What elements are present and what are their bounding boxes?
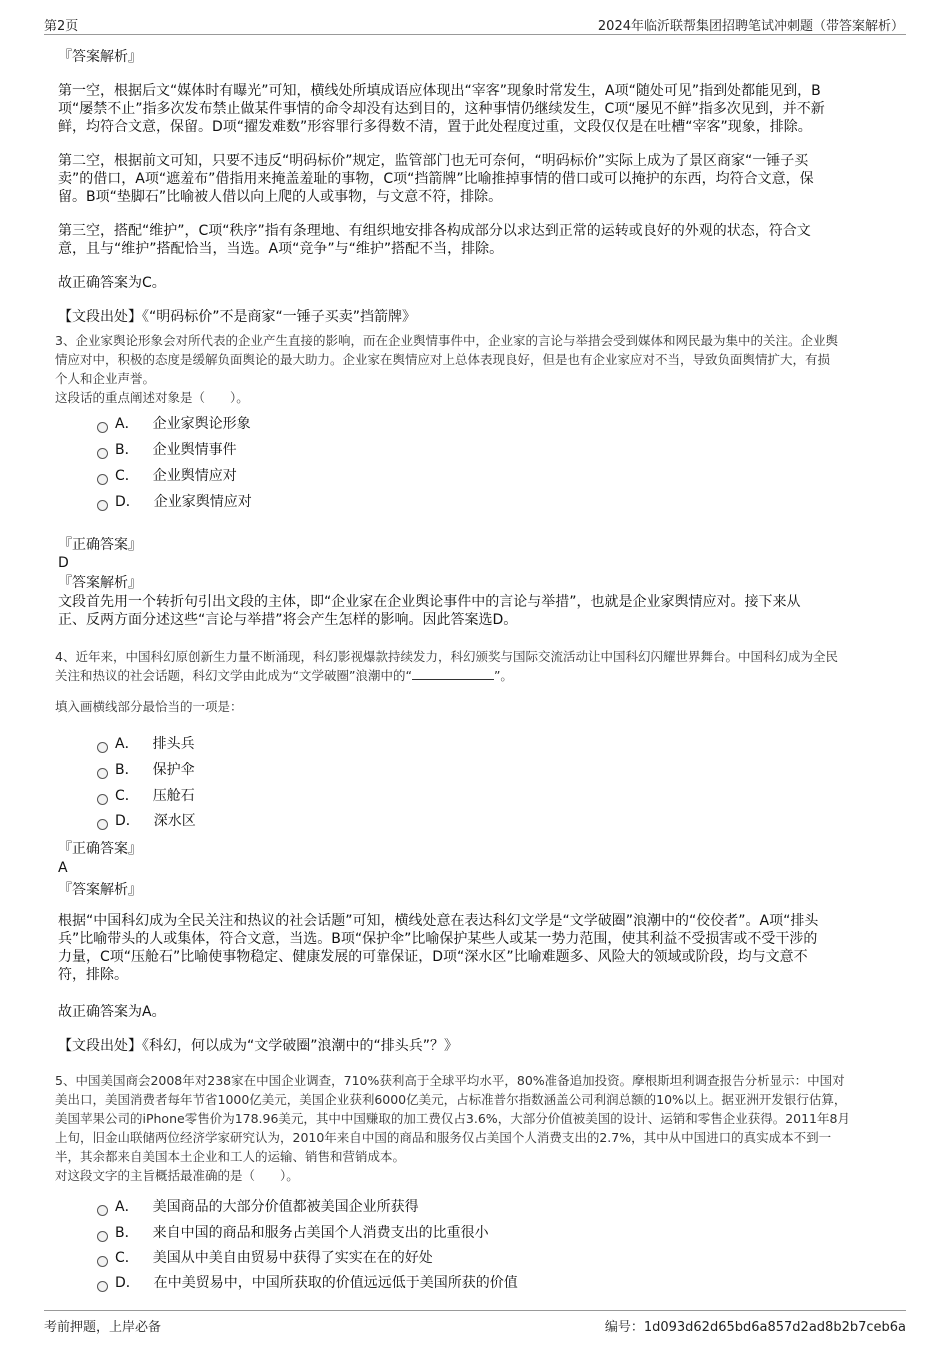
option-text: 美国从中美自由贸易中获得了实实在在的好处 (152, 1250, 433, 1266)
q3-option-c-radio[interactable] (97, 474, 108, 485)
q5-option-a[interactable] (115, 1198, 419, 1216)
q4-option-b-radio[interactable] (97, 768, 108, 779)
text-line: 兵”比喻带头的人或集体，符合文意，当选。B项“保护伞”比喻保护某些人或某一势力范围，使其利益不受损害或不受干涉的 (58, 931, 818, 947)
q4-option-d-radio[interactable] (97, 819, 108, 830)
q3-option-b-radio[interactable] (97, 448, 108, 459)
q3-option-c[interactable] (115, 467, 237, 485)
q2-source: 【文段出处】《“明码标价”不是商家“一锤子买卖”挡箭牌》 (58, 309, 417, 325)
q4-prompt: 填入画横线部分最恰当的一项是： (55, 699, 243, 714)
option-letter: D． (115, 813, 140, 829)
q3-analysis (58, 593, 801, 629)
text-line: 情应对中，积极的态度是缓解负面舆论的最大助力。企业家在舆情应对上总体表现良好，但是也有企业家应对不当，导致负面舆情扩大，有损 (55, 352, 831, 367)
text-line: 第三空，搭配“维护”，C项“秩序”指有条理地、有组织地安排各构成部分以求达到正常的运转或良好的外观的状态，符合文 (58, 223, 811, 239)
q4-option-b[interactable] (115, 761, 195, 779)
q3-analysis-label: 『答案解析』 (58, 575, 142, 591)
text-line: 4、近年来，中国科幻原创新生力量不断涌现，科幻影视爆款持续发力，科幻颁奖与国际交流活动让中国科幻闪耀世界舞台。中国科幻成为全民 (55, 649, 838, 664)
text-segment: 关注和热议的社会话题，科幻文学由此成为“文学破圈”浪潮中的“ (55, 668, 412, 683)
text-line: 符，排除。 (58, 967, 128, 983)
q5-option-b[interactable] (115, 1224, 489, 1242)
text-line: 3、企业家舆论形象会对所代表的企业产生直接的影响，而在企业舆情事件中，企业家的言论与举措会受到媒体和网民最为集中的关注。企业舆 (55, 333, 838, 348)
option-text: 排头兵 (152, 736, 195, 752)
q5-option-c[interactable] (115, 1249, 433, 1267)
option-letter: D． (115, 494, 140, 510)
q3-option-a-radio[interactable] (97, 422, 108, 433)
q4-stem (55, 647, 838, 685)
text-line: 上旬，旧金山联储两位经济学家研究认为，2010年来自中国的商品和服务仅占美国个人消费支出的2.7%，其中从中国进口的真实成本不到一 (55, 1130, 832, 1145)
document-id: 编号：1d093d62d65bd6a857d2ad8b2b7ceb6a (604, 1320, 906, 1335)
option-text: 企业舆情事件 (152, 442, 237, 458)
text-line: 第二空，根据前文可知，只要不违反“明码标价”规定，监管部门也无可奈何，“明码标价”实际上成为了景区商家“一锤子买 (58, 153, 809, 169)
q4-option-a-radio[interactable] (97, 742, 108, 753)
option-letter: A． (115, 416, 139, 432)
option-text: 压舱石 (152, 788, 195, 804)
q3-option-d-radio[interactable] (97, 500, 108, 511)
text-line: 这段话的重点阐述对象是（ ）。 (55, 390, 249, 405)
text-line: 对这段文字的主旨概括最准确的是（ ）。 (55, 1168, 299, 1183)
page-footer (44, 1310, 906, 1335)
text-line: 半，其余都来自美国本土企业和工人的运输、销售和营销成本。 (55, 1149, 406, 1164)
q2-analysis-para2 (58, 152, 814, 206)
text-line: 正、反两方面分述这些“言论与举措”将会产生怎样的影响。因此答案选D。 (58, 612, 518, 628)
option-letter: C． (115, 788, 139, 804)
text-line: 美国苹果公司的iPhone零售价为178.96美元，其中中国赚取的加工费仅占3.6%，大部分价值被美国的设计、运销和零售企业获得。2011年8月 (55, 1111, 850, 1126)
q4-option-c[interactable] (115, 787, 195, 805)
q3-stem (55, 331, 838, 407)
option-text: 企业舆情应对 (152, 468, 237, 484)
q5-option-d[interactable] (115, 1274, 518, 1292)
text-line: 卖”的借口，A项“遮羞布”借指用来掩盖羞耻的事物，C项“挡箭牌”比喻推掉事情的借口或可以掩护的东西，均符合文意，保 (58, 171, 814, 187)
option-letter: D． (115, 1275, 140, 1291)
text-line: 鲜，均符合文意，保留。D项“擢发难数”形容罪行多得数不清，置于此处程度过重，文段仅仅是在吐槽“宰客”现象，排除。 (58, 119, 812, 135)
q4-option-c-radio[interactable] (97, 794, 108, 805)
text-line: 项“屡禁不止”指多次发布禁止做某件事情的命令却没有达到目的，这种事情仍继续发生，C项“屡见不鲜”指多次见到，并不新 (58, 101, 825, 117)
q5-option-c-radio[interactable] (97, 1256, 108, 1267)
option-letter: A． (115, 736, 139, 752)
option-text: 深水区 (153, 813, 196, 829)
text-segment: ”。 (493, 668, 513, 683)
q4-conclusion: 故正确答案为A。 (58, 1004, 166, 1020)
text-line: 个人和企业声誉。 (55, 371, 156, 386)
q3-answer-label: 『正确答案』 (58, 537, 142, 553)
document-title: 2024年临沂联帮集团招聘笔试冲刺题（带答案解析） (597, 19, 904, 34)
q3-option-a[interactable] (115, 415, 251, 433)
q4-option-d[interactable] (115, 812, 196, 830)
option-text: 来自中国的商品和服务占美国个人消费支出的比重很小 (152, 1225, 489, 1241)
q4-option-a[interactable] (115, 735, 195, 753)
option-letter: B． (115, 1225, 139, 1241)
option-letter: B． (115, 762, 139, 778)
q3-option-b[interactable] (115, 441, 237, 459)
q2-analysis-para1 (58, 82, 825, 136)
page-number: 第2页 (44, 19, 79, 34)
q4-analysis (58, 912, 818, 984)
text-line: 第一空，根据后文“媒体时有曝光”可知，横线处所填成语应体现出“宰客”现象时常发生，A项“随处可见”指到处都能见到，B (58, 83, 821, 99)
text-line: 5、中国美国商会2008年对238家在中国企业调查，710%获利高于全球平均水平，80%准备追加投资。摩根斯坦利调查报告分析显示：中国对 (55, 1073, 845, 1088)
option-text: 企业家舆论形象 (152, 416, 251, 432)
q3-option-d[interactable] (115, 493, 252, 511)
q2-analysis-para3 (58, 222, 811, 258)
q5-stem (55, 1071, 850, 1185)
option-letter: C． (115, 1250, 139, 1266)
q2-analysis-label: 『答案解析』 (58, 49, 142, 65)
page-header (44, 12, 906, 35)
footer-slogan: 考前押题，上岸必备 (44, 1320, 162, 1335)
q4-analysis-label: 『答案解析』 (58, 882, 142, 898)
text-line (55, 666, 838, 685)
text-line: 美出口，美国消费者每年节省1000亿美元，美国企业获利6000亿美元，占标准普尔指数涵盖公司利润总额的10%以上。据亚洲开发银行估算， (55, 1092, 847, 1107)
text-line: 力量，C项“压舱石”比喻使事物稳定、健康发展的可靠保证，D项“深水区”比喻难题多、风险大的领域或阶段，均与文意不 (58, 949, 808, 965)
q3-answer: D (58, 555, 69, 571)
q4-answer-label: 『正确答案』 (58, 841, 142, 857)
option-text: 企业家舆情应对 (153, 494, 252, 510)
q2-conclusion: 故正确答案为C。 (58, 275, 166, 291)
q5-option-d-radio[interactable] (97, 1281, 108, 1292)
q4-answer: A (58, 860, 68, 876)
option-letter: A． (115, 1199, 139, 1215)
q5-option-b-radio[interactable] (97, 1231, 108, 1242)
text-line: 留。B项“垫脚石”比喻被人借以向上爬的人或事物，与文意不符，排除。 (58, 189, 503, 205)
option-letter: C． (115, 468, 139, 484)
option-text: 美国商品的大部分价值都被美国企业所获得 (152, 1199, 419, 1215)
option-text: 在中美贸易中，中国所获取的价值远远低于美国所获的价值 (153, 1275, 518, 1291)
text-line: 意，且与“维护”搭配恰当，当选。A项“竞争”与“维护”搭配不当，排除。 (58, 241, 504, 257)
text-line: 根据“中国科幻成为全民关注和热议的社会话题”可知，横线处意在表达科幻文学是“文学破圈”浪潮中的“佼佼者”。A项“排头 (58, 913, 819, 929)
option-text: 保护伞 (152, 762, 195, 778)
q5-option-a-radio[interactable] (97, 1205, 108, 1216)
option-letter: B． (115, 442, 139, 458)
text-line: 文段首先用一个转折句引出文段的主体，即“企业家在企业舆论事件中的言论与举措”，也就是企业家舆情应对。接下来从 (58, 594, 801, 610)
fill-blank (412, 667, 494, 680)
q4-source: 【文段出处】《科幻，何以成为“文学破圈”浪潮中的“排头兵”？》 (58, 1038, 459, 1054)
